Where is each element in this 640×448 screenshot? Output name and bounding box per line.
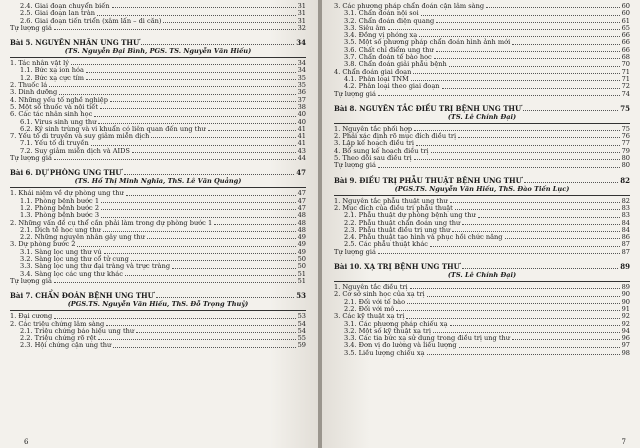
toc-page-number: 60 xyxy=(621,9,630,18)
toc-page-number: 75 xyxy=(620,103,630,113)
dot-leader xyxy=(430,246,620,247)
toc-page-number: 80 xyxy=(621,161,630,170)
toc-entry-title: 2.1. Đối với tế bào xyxy=(344,297,406,306)
dot-leader xyxy=(94,116,295,117)
toc-page-number: 76 xyxy=(621,132,630,141)
toc-entry xyxy=(10,342,306,349)
dot-leader xyxy=(54,159,296,160)
toc-entry-title: 5. Theo dõi sau điều trị xyxy=(334,154,412,163)
chapter-rule xyxy=(334,195,630,196)
dot-leader xyxy=(427,296,620,297)
toc-entry-title: 3.5. Liều lượng chiếu xạ xyxy=(344,348,425,357)
dot-leader xyxy=(414,130,620,131)
toc-page-number: 84 xyxy=(621,225,630,234)
chapter-authors: (TS. Nguyễn Đại Bình, PGS. TS. Nguyễn Văn Hiếu) xyxy=(64,47,252,56)
dot-leader xyxy=(124,174,295,175)
toc-entry-title: Tự lượng giá xyxy=(334,89,376,98)
toc-entry-title: 2.4. Giai đoạn chuyển biến xyxy=(20,2,110,10)
toc-entry-title: Tự lượng giá xyxy=(10,154,52,163)
dot-leader xyxy=(378,95,620,96)
toc-page-number: 44 xyxy=(297,154,306,163)
toc-entry-title: 7. Yếu tố di truyền và suy giảm miễn dịch xyxy=(10,132,150,141)
toc-entry-title: 3.2. Một số kỹ thuật xạ trị xyxy=(344,326,431,335)
dot-leader xyxy=(49,86,295,87)
dot-leader xyxy=(462,268,619,269)
toc-page-number: 34 xyxy=(297,59,306,68)
toc-page-number: 92 xyxy=(621,312,630,321)
dot-leader xyxy=(126,195,296,196)
toc-entry-title: 3.7. Chẩn đoán tế bào học xyxy=(344,53,432,62)
toc-entry-title: 2.2. Đối với mô xyxy=(344,304,395,313)
chapter-rule xyxy=(10,310,306,311)
toc-entry-title: 2.2. Phẫu thuật chẩn đoán ung thư xyxy=(344,218,461,227)
dot-leader xyxy=(71,64,296,65)
toc-page-number: 98 xyxy=(621,348,630,357)
toc-chapter-heading xyxy=(334,263,630,271)
toc-entry-title: Bài 8. NGUYÊN TẮC ĐIỀU TRỊ BỆNH UNG THƯ xyxy=(334,103,522,113)
toc-entry xyxy=(10,75,306,82)
dot-leader xyxy=(172,268,296,269)
dot-leader xyxy=(378,253,620,254)
toc-page-number: 47 xyxy=(297,203,306,212)
dot-leader xyxy=(54,282,296,283)
toc-entry-title: 3.6. Chất chỉ điểm ung thư xyxy=(344,45,434,54)
toc-page-number: 89 xyxy=(621,283,630,292)
dot-leader xyxy=(141,44,294,45)
toc-page-number: 36 xyxy=(297,88,306,97)
toc-entry-title: 1. Nguyên tắc phẫu thuật ung thư xyxy=(334,196,448,205)
dot-leader xyxy=(214,224,295,225)
toc-page-number: 49 xyxy=(297,247,306,256)
toc-entry-title: 1. Tác nhân vật lý xyxy=(10,59,69,68)
toc-entry-title: 4.1. Phân loại TNM xyxy=(344,74,409,83)
dot-leader xyxy=(505,238,620,239)
toc-page-number: 51 xyxy=(297,276,306,285)
toc-page-number: 34 xyxy=(296,38,306,48)
toc-chapter-heading xyxy=(334,105,630,113)
dot-leader xyxy=(406,318,619,319)
toc-entry-title: 3.3. Siêu âm xyxy=(344,23,386,32)
toc-entry-title: 3.8. Chẩn đoán giải phẫu bệnh xyxy=(344,60,447,69)
dot-leader xyxy=(396,310,619,311)
toc-page-number: 48 xyxy=(297,225,306,234)
dot-leader xyxy=(112,7,296,8)
dot-leader xyxy=(512,44,619,45)
toc-entry-title: 2.3. Phẫu thuật điều trị ung thư xyxy=(344,225,451,234)
toc-page-number: 40 xyxy=(297,110,306,119)
dot-leader xyxy=(455,209,620,210)
toc-page-number: 91 xyxy=(621,304,630,313)
toc-entry-title: 2.5. Giai đoạn lan tràn xyxy=(20,9,96,18)
toc-page-number: 77 xyxy=(621,139,630,148)
toc-entry-title: 3.4. Đồng vị phóng xạ xyxy=(344,31,418,40)
dot-leader xyxy=(98,123,295,124)
toc-entry-title: 3.3. Sàng lọc ung thư đại tràng và trực tràng xyxy=(20,262,171,271)
toc-page-number: 87 xyxy=(621,247,630,256)
toc-entry-title: 3. Dự phòng bước 2 xyxy=(10,240,76,249)
toc-page-number: 43 xyxy=(297,146,306,155)
toc-page-number: 54 xyxy=(297,319,306,328)
dot-leader xyxy=(103,231,296,232)
dot-leader xyxy=(101,202,296,203)
toc-entry-title: 3.1. Các phương pháp chiếu xạ xyxy=(344,319,448,328)
toc-chapter-heading xyxy=(10,292,306,300)
dot-leader xyxy=(208,130,296,131)
toc-entry-title: 6.2. Ký sinh trùng và vi khuẩn có liên quan đến ung thư xyxy=(20,124,206,133)
toc-entry-title: 1. Nguyên tắc điều trị xyxy=(334,283,408,292)
dot-leader xyxy=(86,79,296,80)
toc-page-number: 82 xyxy=(621,196,630,205)
dot-leader xyxy=(125,275,296,276)
toc-entry-title: 2. Những vấn đề cụ thể cần phải làm trong dự phòng bước 1 xyxy=(10,218,213,227)
toc-page-number: 86 xyxy=(621,233,630,242)
dot-leader xyxy=(452,231,619,232)
toc-entry-title: 2.2. Những nguyên nhân gây ung thư xyxy=(20,233,145,242)
chapter-authors: (PGS.TS. Nguyễn Văn Hiếu, ThS. Đào Tiến Lục) xyxy=(394,184,570,193)
dot-leader xyxy=(524,182,619,183)
chapter-rule xyxy=(334,281,630,282)
toc-page-number: 83 xyxy=(621,203,630,212)
toc-page-number: 32 xyxy=(297,23,306,32)
toc-entry-title: 3.1. Chẩn đoán nội soi xyxy=(344,9,419,18)
toc-page-number: 74 xyxy=(621,89,630,98)
dot-leader xyxy=(427,354,620,355)
toc-entry-title: 3. Dinh dưỡng xyxy=(10,88,58,97)
toc-entry xyxy=(10,18,306,25)
toc-page-number: 72 xyxy=(621,82,630,91)
right-toc xyxy=(334,3,630,357)
chapter-rule xyxy=(10,57,306,58)
dot-leader xyxy=(407,303,620,304)
left-page-number: 6 xyxy=(24,438,29,446)
dot-leader xyxy=(413,73,619,74)
chapter-authors: (TS. Lê Chính Đại) xyxy=(447,112,517,121)
left-page xyxy=(0,0,318,448)
toc-entry xyxy=(334,249,630,256)
toc-page-number: 31 xyxy=(297,16,306,25)
toc-entry-title: 1.1. Phòng bệnh bước 1 xyxy=(20,196,100,205)
toc-entry-title: 2.3. Hội chứng cận ung thư xyxy=(20,341,112,350)
dot-leader xyxy=(410,288,620,289)
chapter-authors: (PGS.TS. Nguyễn Văn Hiếu, ThS. Đỗ Trọng Thuỷ) xyxy=(67,300,249,309)
toc-page-number: 37 xyxy=(297,95,306,104)
dot-leader xyxy=(523,110,618,111)
toc-page-number: 84 xyxy=(621,218,630,227)
toc-page-number: 47 xyxy=(297,189,306,198)
toc-entry-title: Bài 9. ĐIỀU TRỊ PHẪU THUẬT BỆNH UNG THƯ xyxy=(334,175,522,185)
dot-leader xyxy=(163,22,295,23)
dot-leader xyxy=(132,152,296,153)
toc-page-number: 41 xyxy=(297,139,306,148)
toc-chapter-heading xyxy=(10,39,306,47)
toc-page-number: 31 xyxy=(297,9,306,18)
toc-entry-title: 2.1. Phẫu thuật dự phòng bệnh ung thư xyxy=(344,211,476,220)
toc-entry-title: Tự lượng giá xyxy=(334,247,376,256)
toc-page-number: 79 xyxy=(621,146,630,155)
toc-entry xyxy=(10,25,306,32)
toc-entry-title: 2.4. Phẫu thuật tạo hình và phục hồi chức năng xyxy=(344,233,503,242)
toc-entry-title: 2. Các triệu chứng lâm sàng xyxy=(10,319,105,328)
dot-leader xyxy=(110,101,296,102)
dot-leader xyxy=(100,108,296,109)
toc-entry xyxy=(334,162,630,169)
toc-entry-title: 1.2. Bức xạ cực tím xyxy=(20,73,85,82)
toc-entry xyxy=(10,148,306,155)
toc-entry-title: Tự lượng giá xyxy=(334,161,376,170)
chapter-authors: (TS. Hồ Thị Minh Nghĩa, ThS. Lê Văn Quảng) xyxy=(74,177,242,186)
dot-leader xyxy=(59,94,295,95)
dot-leader xyxy=(54,318,295,319)
toc-page-number: 71 xyxy=(621,74,630,83)
dot-leader xyxy=(388,29,620,30)
right-page-number: 7 xyxy=(621,438,626,446)
toc-entry-title: 2. Thuốc lá xyxy=(10,81,48,90)
toc-entry-title: 3. Lập kế hoạch điều trị xyxy=(334,139,414,148)
toc-page-number: 47 xyxy=(296,168,306,178)
dot-leader xyxy=(450,325,620,326)
dot-leader xyxy=(458,137,620,138)
dot-leader xyxy=(97,15,296,16)
toc-entry-title: 2.5. Các phẫu thuật khác xyxy=(344,240,428,249)
toc-entry-title: 3.2. Sàng lọc ung thư cổ tử cung xyxy=(20,255,129,264)
toc-page-number: 49 xyxy=(297,240,306,249)
chapter-rule xyxy=(334,123,630,124)
toc-entry-title: Bài 7. CHẨN ĐOÁN BỆNH UNG THƯ xyxy=(10,291,154,301)
dot-leader xyxy=(86,72,296,73)
toc-entry-title: 4. Những yếu tố nghề nghiệp xyxy=(10,95,108,104)
toc-page-number: 54 xyxy=(297,326,306,335)
toc-entry-title: 6. Các tác nhân sinh học xyxy=(10,110,93,119)
toc-entry-title: 2. Mục đích của điều trị phẫu thuật xyxy=(334,203,453,212)
dot-leader xyxy=(378,167,620,168)
dot-leader xyxy=(450,202,620,203)
toc-page-number: 82 xyxy=(620,175,630,185)
toc-page-number: 40 xyxy=(297,117,306,126)
toc-page-number: 31 xyxy=(297,2,306,10)
toc-entry-title: 3.2. Chẩn đoán điện quang xyxy=(344,16,435,25)
toc-page-number: 48 xyxy=(297,211,306,220)
toc-page-number: 60 xyxy=(621,2,630,10)
toc-entry-title: 1. Nguyên tắc phối hợp xyxy=(334,124,413,133)
dot-leader xyxy=(478,217,620,218)
dot-leader xyxy=(54,29,296,30)
dot-leader xyxy=(98,339,295,340)
toc-entry-title: 7.2. Suy giảm miễn dịch và AIDS xyxy=(20,146,130,155)
toc-page-number: 61 xyxy=(621,16,630,25)
toc-entry-title: 3.4. Sàng lọc các ung thư khác xyxy=(20,269,123,278)
toc-page-number: 41 xyxy=(297,132,306,141)
toc-page-number: 35 xyxy=(297,81,306,90)
dot-leader xyxy=(101,209,296,210)
dot-leader xyxy=(411,80,620,81)
toc-page-number: 34 xyxy=(297,66,306,75)
toc-entry-title: Bài 10. XẠ TRỊ BỆNH UNG THƯ xyxy=(334,262,460,272)
toc-entry-title: 1.3. Phòng bệnh bước 3 xyxy=(20,211,100,220)
toc-entry-title: 4. Bổ sung kế hoạch điều trị xyxy=(334,146,429,155)
toc-entry-title: 3.4. Đơn vị đo lường và liều lượng xyxy=(344,341,457,350)
dot-leader xyxy=(113,347,295,348)
toc-page-number: 38 xyxy=(297,102,306,111)
toc-entry-title: Tự lượng giá xyxy=(10,23,52,32)
toc-entry-title: 2. Cơ sở sinh học của xạ trị xyxy=(334,290,425,299)
toc-page-number: 89 xyxy=(620,262,630,272)
dot-leader xyxy=(512,339,620,340)
toc-entry xyxy=(10,278,306,285)
dot-leader xyxy=(434,58,620,59)
toc-page-number: 49 xyxy=(297,233,306,242)
left-toc xyxy=(10,3,306,350)
toc-page-number: 41 xyxy=(297,124,306,133)
toc-entry xyxy=(10,271,306,278)
dot-leader xyxy=(136,332,296,333)
toc-entry-title: Tự lượng giá xyxy=(10,276,52,285)
dot-leader xyxy=(436,22,619,23)
toc-page-number: 53 xyxy=(296,291,306,301)
dot-leader xyxy=(91,145,296,146)
toc-page-number: 96 xyxy=(621,334,630,343)
toc-page-number: 66 xyxy=(621,45,630,54)
dot-leader xyxy=(433,332,620,333)
toc-page-number: 35 xyxy=(297,73,306,82)
dot-leader xyxy=(421,15,620,16)
dot-leader xyxy=(147,238,296,239)
dot-leader xyxy=(156,297,294,298)
toc-entry-title: Bài 6. DỰ PHÒNG UNG THƯ xyxy=(10,168,122,178)
toc-entry-title: 3.5. Một số phương pháp chẩn đoán hình ảnh mới xyxy=(344,38,511,47)
toc-page-number: 50 xyxy=(297,262,306,271)
toc-chapter-heading xyxy=(334,177,630,185)
toc-page-number: 92 xyxy=(621,319,630,328)
toc-page-number: 80 xyxy=(621,154,630,163)
dot-leader xyxy=(449,66,620,67)
toc-page-number: 83 xyxy=(621,211,630,220)
toc-entry-title: 4. Chẩn đoán giai đoạn xyxy=(334,67,412,76)
toc-page-number: 68 xyxy=(621,53,630,62)
dot-leader xyxy=(436,51,620,52)
toc-entry-title: 3. Các kỹ thuật xạ trị xyxy=(334,312,405,321)
toc-entry xyxy=(334,155,630,162)
toc-page-number: 59 xyxy=(297,341,306,350)
dot-leader xyxy=(77,246,295,247)
toc-entry-title: 2.2. Triệu chứng rõ rệt xyxy=(20,334,97,343)
toc-entry-title: 5. Một số thuốc và nội tiết xyxy=(10,102,98,111)
dot-leader xyxy=(442,88,620,89)
dot-leader xyxy=(486,7,620,8)
toc-page-number: 70 xyxy=(621,60,630,69)
toc-page-number: 66 xyxy=(621,31,630,40)
toc-entry xyxy=(10,155,306,162)
dot-leader xyxy=(101,217,296,218)
dot-leader xyxy=(414,159,620,160)
toc-page-number: 94 xyxy=(621,326,630,335)
toc-entry-title: 2. Phải xác định rõ mục đích điều trị xyxy=(334,132,457,141)
dot-leader xyxy=(104,253,296,254)
toc-entry-title: 2.1. Dịch tễ học ung thư xyxy=(20,225,101,234)
right-page xyxy=(322,0,640,448)
toc-page-number: 55 xyxy=(297,334,306,343)
dot-leader xyxy=(106,325,295,326)
toc-page-number: 75 xyxy=(621,124,630,133)
toc-entry xyxy=(334,83,630,90)
chapter-authors: (TS. Lê Chính Đại) xyxy=(447,271,517,280)
toc-page-number: 65 xyxy=(621,23,630,32)
toc-page-number: 87 xyxy=(621,240,630,249)
toc-entry-title: 1. Khái niệm về dự phòng ung thư xyxy=(10,189,124,198)
toc-entry-title: 3.3. Các tia bức xạ sử dụng trong điều trị ung thư xyxy=(344,334,511,343)
dot-leader xyxy=(459,347,620,348)
toc-entry-title: 6.1. Virus sinh ung thư xyxy=(20,117,97,126)
toc-entry-title: Bài 5. NGUYÊN NHÂN UNG THƯ xyxy=(10,38,140,48)
toc-page-number: 47 xyxy=(297,196,306,205)
toc-page-number: 66 xyxy=(621,38,630,47)
toc-entry-title: 2.1. Triệu chứng báo hiệu ung thư xyxy=(20,326,135,335)
toc-entry-title: 1.2. Phòng bệnh bước 2 xyxy=(20,203,100,212)
toc-entry-title: 1.1. Bức xạ ion hóa xyxy=(20,66,84,75)
toc-entry-title: 3.1. Sàng lọc ung thư vú xyxy=(20,247,102,256)
toc-page-number: 90 xyxy=(621,297,630,306)
dot-leader xyxy=(431,152,620,153)
toc-page-number: 71 xyxy=(621,67,630,76)
toc-entry xyxy=(334,350,630,357)
toc-entry-title: 1. Đại cương xyxy=(10,312,53,321)
toc-entry-title: 2.6. Giai đoạn tiến triển (xâm lấn – di căn) xyxy=(20,16,162,25)
toc-entry-title: 4.2. Phân loại theo giai đoạn xyxy=(344,82,440,91)
toc-page-number: 97 xyxy=(621,341,630,350)
toc-entry xyxy=(334,91,630,98)
toc-page-number: 90 xyxy=(621,290,630,299)
toc-page-number: 50 xyxy=(297,255,306,264)
toc-entry xyxy=(334,241,630,248)
dot-leader xyxy=(151,137,295,138)
dot-leader xyxy=(416,145,620,146)
toc-page-number: 51 xyxy=(297,269,306,278)
toc-page-number: 53 xyxy=(297,312,306,321)
toc-entry-title: 3. Các phương pháp chẩn đoán cận lâm sàng xyxy=(334,2,485,10)
toc-page-number: 48 xyxy=(297,218,306,227)
dot-leader xyxy=(462,224,619,225)
toc-entry-title: 7.1. Yếu tố di truyền xyxy=(20,139,89,148)
